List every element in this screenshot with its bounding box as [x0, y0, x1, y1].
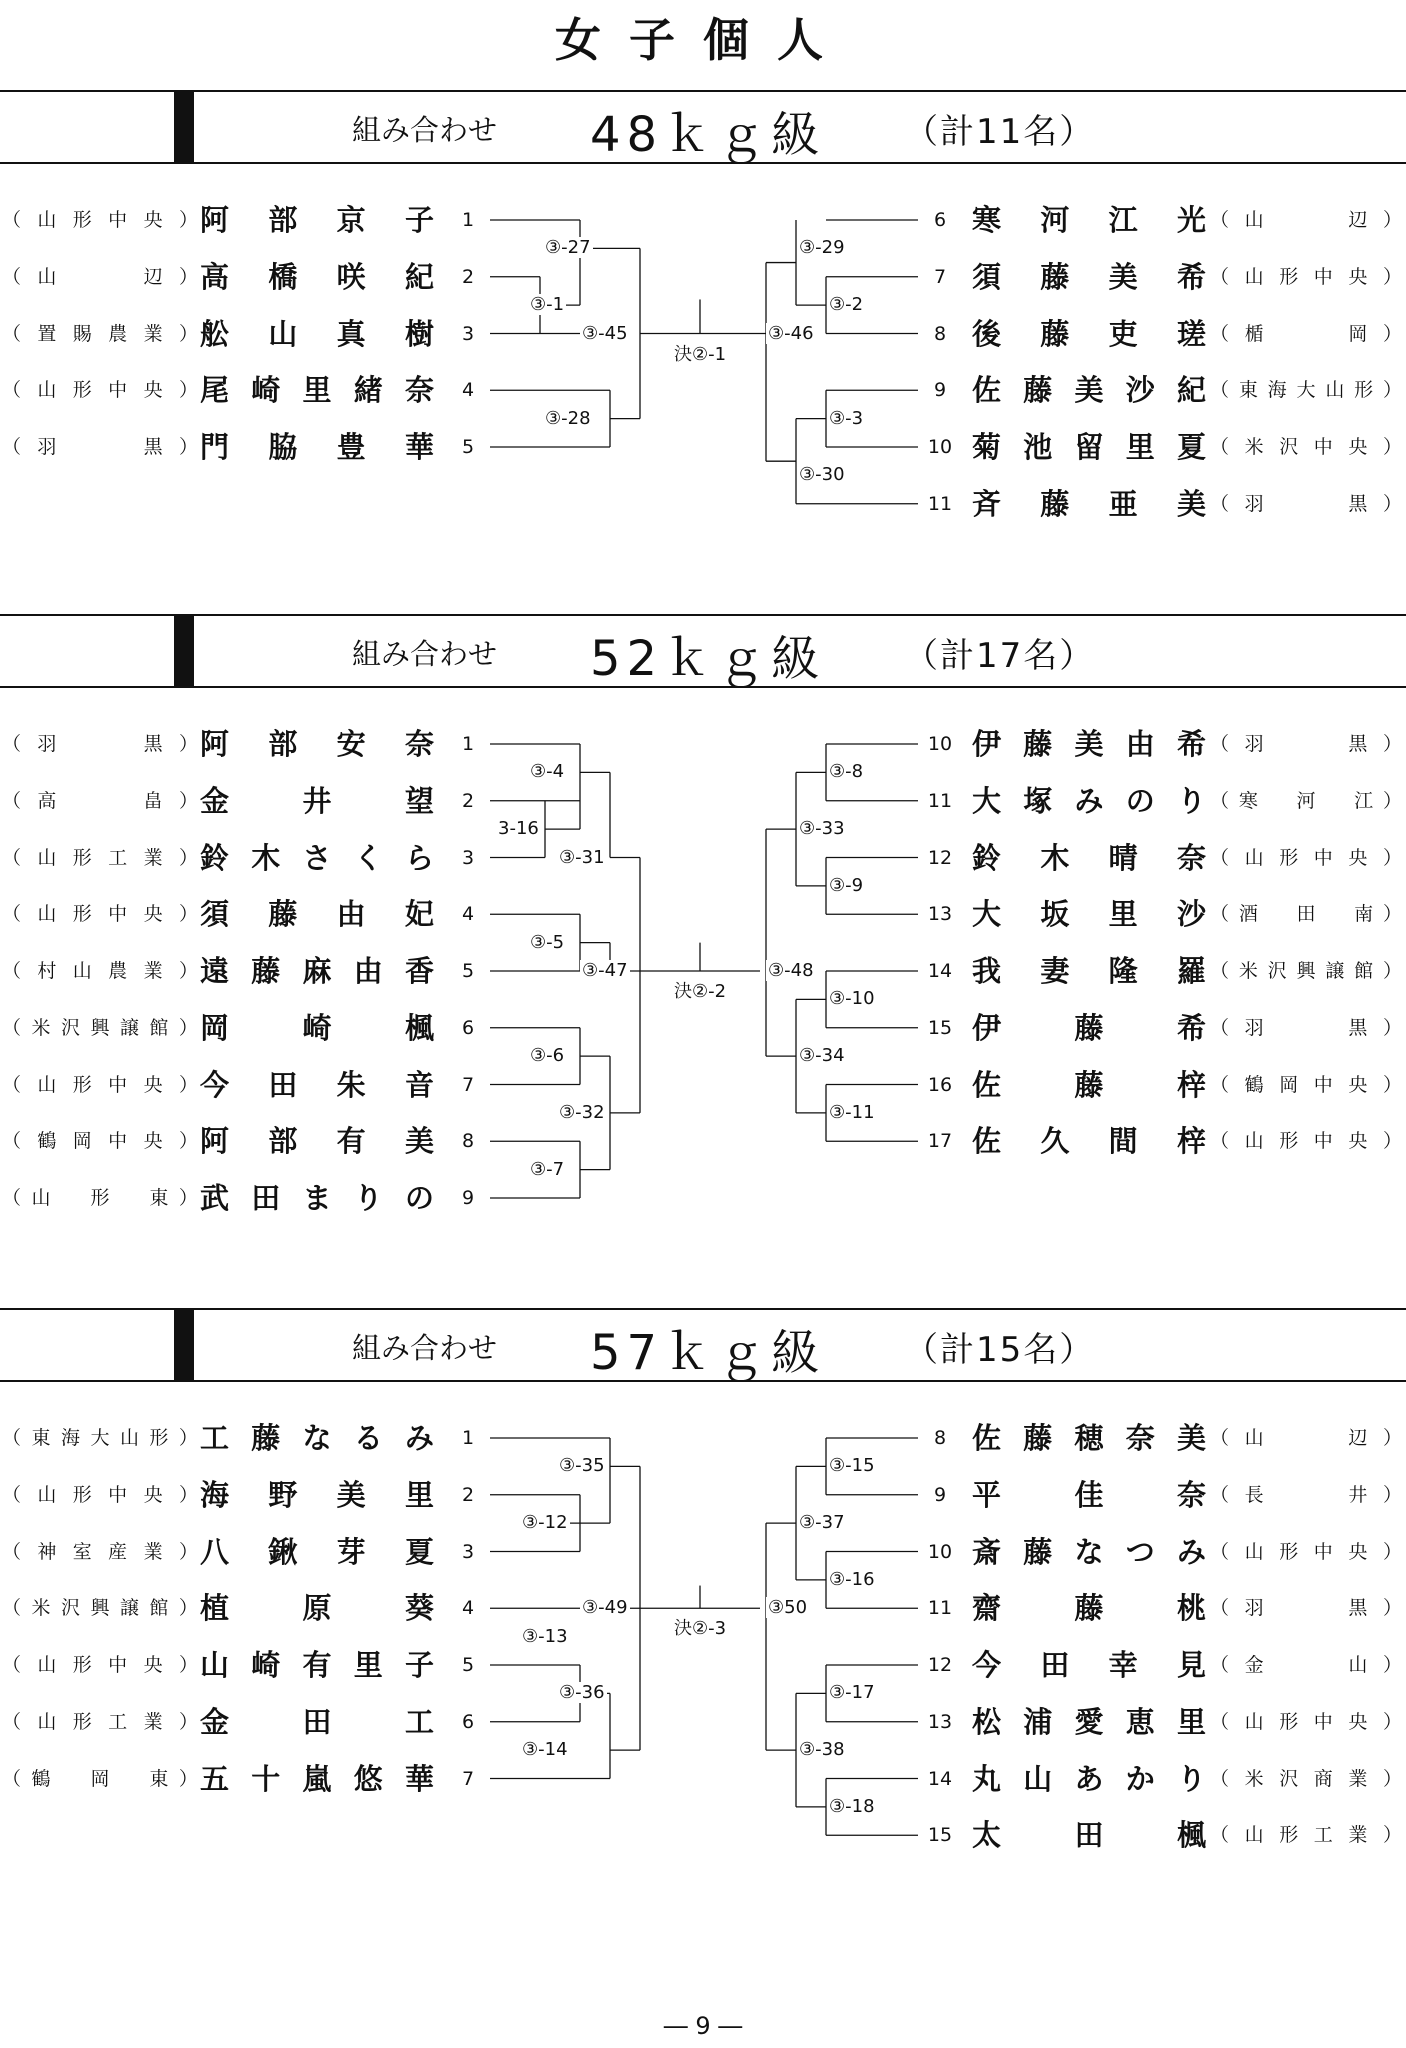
right-entry-team: （ 山 形 中 央 ） — [1210, 1130, 1402, 1153]
right-entry-name: 寒 河 江 光 — [972, 203, 1206, 237]
left-entry-number: 3 — [461, 322, 475, 345]
left-entry-team: （ 山 形 工 業 ） — [2, 846, 198, 869]
right-entry-number: 14 — [927, 1767, 953, 1790]
left-entry-number: 5 — [461, 1654, 475, 1676]
left-entry-name: 遠 藤 麻 由 香 — [200, 954, 434, 988]
left-entry-team: （ 高 畠 ） — [2, 789, 198, 812]
left-entry-name: 須 藤 由 妃 — [200, 897, 434, 932]
match-number: ③50 — [768, 1597, 808, 1619]
match-number: ③-34 — [799, 1045, 845, 1067]
weight-class-section — [0, 1308, 1406, 1853]
left-entry-name: 金 田 工 — [200, 1704, 434, 1739]
right-entry-team: （ 山 形 工 業 ） — [1210, 1824, 1402, 1847]
match-number: ③-2 — [829, 294, 864, 316]
match-number: ③-8 — [829, 761, 864, 783]
combination-label: 組み合わせ — [352, 637, 498, 671]
final-match-label: 決②-1 — [672, 340, 728, 366]
final-match-label: 決②-2 — [672, 977, 728, 1003]
right-entry-number: 12 — [927, 846, 953, 869]
bracket-lines — [0, 1308, 1406, 1828]
match-number: ③-36 — [559, 1682, 605, 1704]
right-entry-number: 6 — [933, 209, 947, 231]
right-entry-name: 平 佳 奈 — [972, 1477, 1206, 1512]
left-entry-name: 海 野 美 里 — [200, 1477, 434, 1512]
left-entry-number: 5 — [461, 436, 475, 458]
right-entry-team: （ 山 辺 ） — [1210, 1427, 1402, 1449]
page-title: 女子個人 — [555, 13, 851, 67]
bracket-lines — [0, 614, 1406, 1134]
left-entry-team: （ 米 沢 興 譲 館 ） — [2, 1597, 198, 1620]
left-entry-number: 4 — [461, 379, 475, 402]
weight-class-section — [0, 614, 1406, 1215]
participant-total: （計11名） — [904, 112, 1096, 152]
right-entry-name: 須 藤 美 希 — [972, 259, 1206, 294]
left-entry-name: 岡 崎 楓 — [200, 1010, 434, 1045]
match-number: ③-37 — [799, 1512, 845, 1534]
left-entry-name: 舩 山 真 樹 — [200, 316, 434, 351]
right-entry-name: 斉 藤 亜 美 — [972, 486, 1206, 521]
right-entry-name: 鈴 木 晴 奈 — [972, 840, 1206, 875]
match-number: ③-30 — [799, 464, 845, 486]
left-entry-team: （ 山 形 中 央 ） — [2, 1073, 198, 1096]
right-entry-number: 9 — [933, 1483, 947, 1506]
left-entry-team: （ 山 形 中 央 ） — [2, 1654, 198, 1676]
match-number: ③-3 — [829, 407, 864, 429]
right-entry-name: 我 妻 隆 羅 — [972, 954, 1206, 988]
left-entry-number: 9 — [461, 1187, 475, 1209]
match-number: ③-16 — [829, 1568, 875, 1590]
right-entry-team: （ 楯 岡 ） — [1210, 322, 1402, 345]
right-entry-number: 8 — [933, 1427, 947, 1449]
match-number: ③-47 — [582, 960, 628, 981]
left-entry-team: （ 山 形 中 央 ） — [2, 903, 198, 926]
left-entry-number: 6 — [461, 1016, 475, 1039]
match-number: ③-6 — [530, 1045, 565, 1067]
right-entry-number: 12 — [927, 1654, 953, 1676]
match-number: ③-14 — [522, 1739, 568, 1761]
match-number: ③-31 — [559, 846, 605, 868]
match-number: ③-10 — [829, 988, 875, 1010]
right-entry-number: 10 — [927, 436, 953, 458]
match-number: ③-49 — [582, 1597, 628, 1619]
left-entry-number: 8 — [461, 1130, 475, 1153]
match-number: ③-17 — [829, 1682, 875, 1704]
right-entry-team: （ 東 海 大 山 形 ） — [1210, 379, 1402, 402]
left-entry-team: （ 鶴 岡 東 ） — [2, 1767, 198, 1790]
left-entry-team: （ 置 賜 農 業 ） — [2, 322, 198, 345]
right-entry-team: （ 羽 黒 ） — [1210, 492, 1402, 515]
right-entry-number: 9 — [933, 379, 947, 402]
right-entry-number: 11 — [927, 789, 953, 812]
left-entry-name: 今 田 朱 音 — [200, 1067, 434, 1102]
left-entry-team: （ 羽 黒 ） — [2, 436, 198, 458]
left-entry-team: （ 山 形 中 央 ） — [2, 379, 198, 402]
right-entry-team: （ 羽 黒 ） — [1210, 1597, 1402, 1620]
left-entry-name: 阿 部 京 子 — [200, 203, 434, 237]
left-entry-name: 山 崎 有 里 子 — [200, 1648, 434, 1682]
left-entry-name: 工 藤 な る み — [200, 1421, 434, 1455]
weight-class-title: 48ｋｇ級 — [590, 107, 826, 163]
left-entry-number: 4 — [461, 1597, 475, 1620]
right-entry-number: 7 — [933, 265, 947, 288]
right-entry-name: 大 塚 み の り — [972, 783, 1206, 818]
left-entry-number: 2 — [461, 789, 475, 812]
match-number: ③-32 — [559, 1101, 605, 1123]
right-entry-team: （ 長 井 ） — [1210, 1483, 1402, 1506]
match-number: ③-13 — [522, 1625, 568, 1647]
right-entry-number: 10 — [927, 733, 953, 755]
left-entry-number: 2 — [461, 1483, 475, 1506]
left-entry-name: 尾 崎 里 緒 奈 — [200, 373, 434, 408]
page-number: ― 9 ― — [663, 2012, 743, 2040]
right-entry-number: 15 — [927, 1016, 953, 1039]
right-entry-number: 17 — [927, 1130, 953, 1153]
match-number: ③-48 — [768, 960, 814, 981]
match-number: ③-27 — [545, 237, 591, 259]
right-entry-number: 14 — [927, 960, 953, 982]
left-entry-number: 6 — [461, 1710, 475, 1733]
left-entry-team: （ 山 形 工 業 ） — [2, 1710, 198, 1733]
left-entry-team: （ 山 形 中 央 ） — [2, 209, 198, 231]
left-entry-team: （ 神 室 産 業 ） — [2, 1540, 198, 1563]
right-entry-number: 16 — [927, 1073, 953, 1096]
weight-class-title: 52ｋｇ級 — [590, 631, 826, 687]
left-entry-number: 3 — [461, 846, 475, 869]
left-entry-team: （ 山 形 中 央 ） — [2, 1483, 198, 1506]
right-entry-team: （ 寒 河 江 ） — [1210, 789, 1402, 812]
combination-label: 組み合わせ — [352, 1331, 498, 1365]
match-number: ③-4 — [530, 761, 565, 783]
left-entry-name: 鈴 木 さ く ら — [200, 840, 434, 875]
match-number: ③-38 — [799, 1739, 845, 1761]
right-entry-name: 佐 藤 美 沙 紀 — [972, 373, 1206, 408]
left-entry-number: 1 — [461, 1427, 475, 1449]
match-number: ③-28 — [545, 407, 591, 429]
match-number: 3-16 — [498, 818, 539, 840]
left-entry-name: 金 井 望 — [200, 783, 434, 818]
left-entry-name: 武 田 ま り の — [200, 1181, 434, 1215]
right-entry-number: 15 — [927, 1824, 953, 1847]
match-number: ③-45 — [582, 322, 628, 344]
right-entry-number: 13 — [927, 903, 953, 926]
left-entry-name: 五 十 嵐 悠 華 — [200, 1761, 434, 1796]
match-number: ③-46 — [768, 322, 814, 344]
right-entry-name: 佐 久 間 梓 — [972, 1124, 1206, 1159]
left-entry-number: 5 — [461, 960, 475, 982]
left-entry-team: （ 村 山 農 業 ） — [2, 960, 198, 982]
right-entry-team: （ 米 沢 興 譲 館 ） — [1210, 960, 1402, 982]
right-entry-name: 斎 藤 な つ み — [972, 1534, 1206, 1569]
right-entry-number: 10 — [927, 1540, 953, 1563]
match-number: ③-35 — [559, 1455, 605, 1477]
left-entry-name: 植 原 葵 — [200, 1591, 434, 1626]
left-entry-number: 7 — [461, 1767, 475, 1790]
left-entry-number: 2 — [461, 265, 475, 288]
left-entry-name: 八 鍬 芽 夏 — [200, 1534, 434, 1569]
right-entry-name: 齋 藤 桃 — [972, 1591, 1206, 1626]
left-entry-number: 1 — [461, 733, 475, 755]
left-entry-team: （ 鶴 岡 中 央 ） — [2, 1130, 198, 1153]
right-entry-team: （ 山 辺 ） — [1210, 209, 1402, 231]
left-entry-team: （ 米 沢 興 譲 館 ） — [2, 1016, 198, 1039]
left-entry-number: 7 — [461, 1073, 475, 1096]
right-entry-team: （ 金 山 ） — [1210, 1654, 1402, 1676]
left-entry-team: （ 山 形 東 ） — [2, 1187, 198, 1209]
left-entry-name: 阿 部 安 奈 — [200, 727, 434, 761]
match-number: ③-1 — [530, 294, 565, 316]
left-entry-name: 阿 部 有 美 — [200, 1124, 434, 1159]
right-entry-team: （ 羽 黒 ） — [1210, 1016, 1402, 1039]
match-number: ③-12 — [522, 1512, 568, 1534]
right-entry-team: （ 山 形 中 央 ） — [1210, 846, 1402, 869]
weight-class-title: 57ｋｇ級 — [590, 1325, 826, 1381]
right-entry-team: （ 米 沢 中 央 ） — [1210, 436, 1402, 458]
participant-total: （計17名） — [904, 636, 1096, 676]
weight-class-section — [0, 90, 1406, 610]
left-entry-team: （ 東 海 大 山 形 ） — [2, 1427, 198, 1449]
match-number: ③-7 — [530, 1158, 565, 1180]
match-number: ③-11 — [829, 1101, 875, 1123]
match-number: ③-5 — [530, 931, 565, 953]
left-entry-number: 4 — [461, 903, 475, 926]
right-entry-name: 伊 藤 希 — [972, 1010, 1206, 1045]
right-entry-team: （ 米 沢 商 業 ） — [1210, 1767, 1402, 1790]
left-entry-number: 1 — [461, 209, 475, 231]
match-number: ③-29 — [799, 237, 845, 259]
right-entry-name: 今 田 幸 見 — [972, 1648, 1206, 1682]
participant-total: （計15名） — [904, 1330, 1096, 1370]
right-entry-team: （ 鶴 岡 中 央 ） — [1210, 1073, 1402, 1096]
final-match-label: 決②-3 — [672, 1614, 728, 1640]
left-entry-team: （ 山 辺 ） — [2, 265, 198, 288]
right-entry-number: 11 — [927, 492, 953, 515]
right-entry-name: 大 坂 里 沙 — [972, 897, 1206, 932]
left-entry-name: 門 脇 豊 華 — [200, 430, 434, 464]
right-entry-number: 8 — [933, 322, 947, 345]
right-entry-team: （ 羽 黒 ） — [1210, 733, 1402, 755]
right-entry-team: （ 山 形 中 央 ） — [1210, 1710, 1402, 1733]
right-entry-team: （ 山 形 中 央 ） — [1210, 265, 1402, 288]
right-entry-number: 13 — [927, 1710, 953, 1733]
right-entry-name: 菊 池 留 里 夏 — [972, 430, 1206, 464]
left-entry-name: 高 橋 咲 紀 — [200, 259, 434, 294]
match-number: ③-18 — [829, 1795, 875, 1817]
right-entry-name: 伊 藤 美 由 希 — [972, 727, 1206, 761]
match-number: ③-15 — [829, 1455, 875, 1477]
right-entry-name: 太 田 楓 — [972, 1818, 1206, 1853]
match-number: ③-9 — [829, 874, 864, 896]
match-number: ③-33 — [799, 818, 845, 840]
right-entry-team: （ 酒 田 南 ） — [1210, 903, 1402, 926]
combination-label: 組み合わせ — [352, 113, 498, 147]
right-entry-name: 佐 藤 梓 — [972, 1067, 1206, 1102]
left-entry-team: （ 羽 黒 ） — [2, 733, 198, 755]
right-entry-team: （ 山 形 中 央 ） — [1210, 1540, 1402, 1563]
right-entry-name: 松 浦 愛 恵 里 — [972, 1704, 1206, 1739]
right-entry-number: 11 — [927, 1597, 953, 1620]
right-entry-name: 丸 山 あ か り — [972, 1761, 1206, 1796]
right-entry-name: 佐 藤 穂 奈 美 — [972, 1421, 1206, 1455]
right-entry-name: 後 藤 吏 瑳 — [972, 316, 1206, 351]
left-entry-number: 3 — [461, 1540, 475, 1563]
